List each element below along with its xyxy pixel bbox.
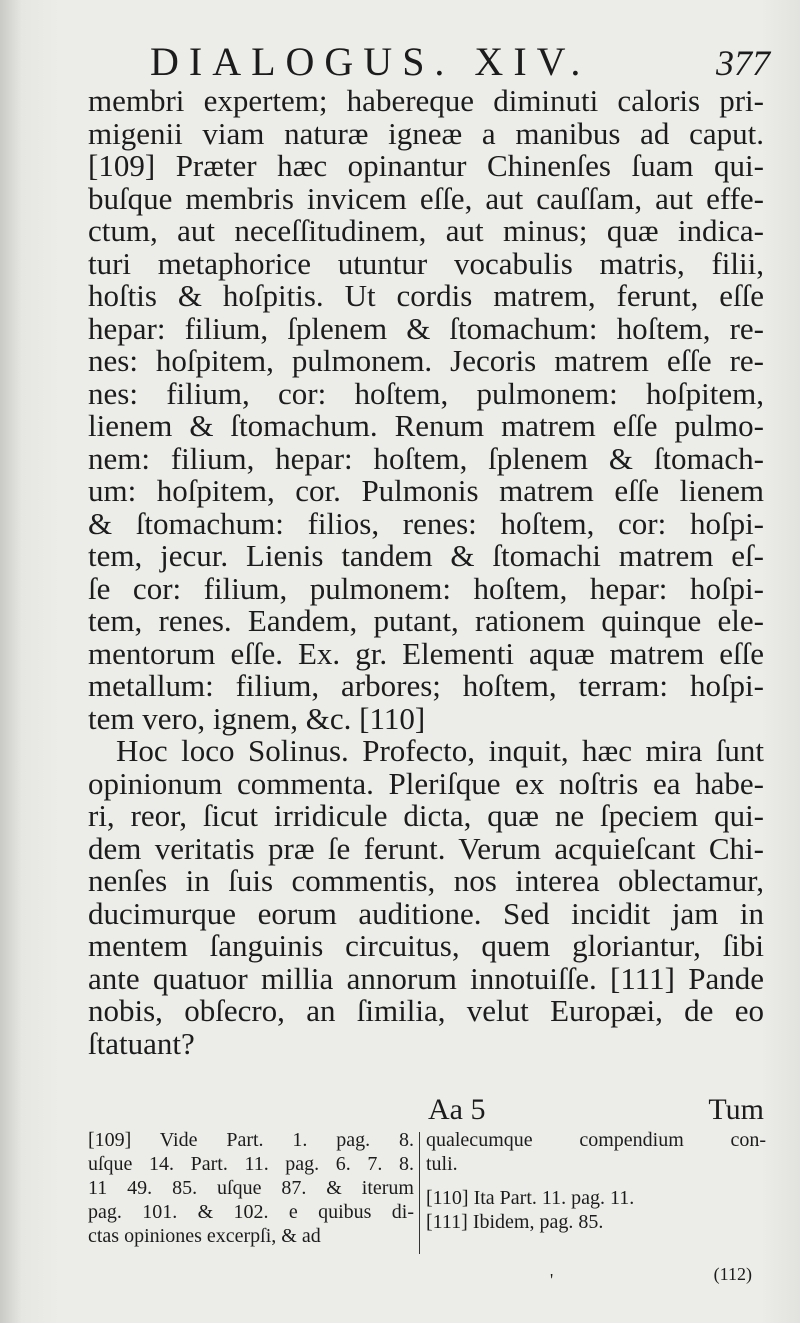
footnote-line: tuli. [426, 1153, 458, 1175]
sheet-mark: (112) [713, 1264, 752, 1284]
text-line: nenſes in ſuis commentis, nos interea oblectamur, [88, 863, 764, 898]
footnote-line: pag. 101. & 102. e quibus di- [88, 1201, 414, 1223]
text-line: tem vero, ignem, &c. [110] [88, 700, 426, 736]
text-line: hepar: filium, ſplenem & ſtomachum: hoſtem, re- [88, 310, 764, 346]
text-line: [109] Præter hæc opinantur Chinenſes ſuam qui- [88, 148, 764, 183]
text-line: metallum: filium, arbores; hoſtem, terram: hoſpi- [88, 668, 764, 703]
text-line: nes: hoſpitem, pulmonem. Jecoris matrem eſſe re- [88, 343, 764, 378]
footnote-line: 11 49. 85. uſque 87. & iterum [88, 1177, 414, 1199]
footnote-line: [110] Ita Part. 11. pag. 11. [426, 1187, 635, 1209]
footnote-line: uſque 14. Part. 11. pag. 6. 7. 8. [88, 1153, 414, 1175]
text-line: nes: filium, cor: hoſtem, pulmonem: hoſpitem, [88, 375, 764, 411]
footnote-divider [419, 1132, 420, 1254]
stray-mark: ' [550, 1270, 554, 1290]
footnotes-left-column [88, 1128, 414, 1248]
footnotes-right-column [426, 1128, 766, 1234]
page-number: 377 [716, 43, 770, 83]
catchword: Tum [708, 1093, 764, 1126]
text-line: ante quatuor millia annorum innotuiſſe. [111] Pande [88, 960, 764, 996]
text-line: nem: filium, hepar: hoſtem, ſplenem & ſtomach- [88, 440, 764, 476]
text-line: ctum, aut neceſſitudinem, aut minus; quæ indica- [88, 213, 764, 248]
text-line: mentorum eſſe. Ex. gr. Elementi aquæ matrem eſſe [88, 635, 764, 671]
text-line: mentem ſanguinis circuitus, quem gloriantur, ſibi [88, 928, 764, 963]
text-line: migenii viam naturæ igneæ a manibus ad caput. [88, 115, 764, 151]
footnote-line: qualecumque compendium con- [426, 1129, 766, 1151]
text-line: ri, reor, ſicut irridicule dicta, quæ ne ſpeciem qui- [88, 798, 764, 833]
text-line: hoſtis & hoſpitis. Ut cordis matrem, ferunt, eſſe [88, 278, 764, 313]
signature-mark: Aa 5 [428, 1093, 486, 1126]
text-line: membri expertem; habereque diminuti caloris pri- [88, 83, 764, 118]
text-line: ſtatuant? [88, 1025, 195, 1061]
footnote-line: [111] Ibidem, pag. 85. [426, 1211, 604, 1233]
text-line: ſe cor: filium, pulmonem: hoſtem, hepar: hoſpi- [88, 570, 764, 606]
text-line: nobis, obſecro, an ſimilia, velut Europæi, de eo [88, 993, 764, 1028]
footnote-line: ctas opiniones excerpſi, & ad [88, 1225, 321, 1247]
text-line: opinionum commenta. Pleriſque ex noſtris ea habe- [88, 765, 764, 801]
text-line: lienem & ſtomachum. Renum matrem eſſe pulmo- [88, 408, 764, 443]
text-line: & ſtomachum: filios, renes: hoſtem, cor: hoſpi- [88, 505, 764, 541]
text-line: um: hoſpitem, cor. Pulmonis matrem eſſe lienem [88, 473, 764, 508]
body-text [88, 85, 764, 1060]
running-title: DIALOGUS. XIV. [150, 39, 591, 84]
footnote-line: [109] Vide Part. 1. pag. 8. [88, 1129, 414, 1151]
signature-row [88, 1093, 764, 1129]
text-line: tem, renes. Eandem, putant, rationem quinque ele- [88, 603, 764, 638]
text-line: tem, jecur. Lienis tandem & ſtomachi matrem eſ- [88, 538, 764, 573]
text-line: buſque membris invicem eſſe, aut cauſſam, aut effe- [88, 180, 764, 216]
text-line: turi metaphorice utuntur vocabulis matris, filii, [88, 245, 764, 281]
text-line: Hoc loco Solinus. Profecto, inquit, hæc mira ſunt [116, 733, 764, 768]
footnotes [88, 1128, 768, 1258]
text-line: ducimurque eorum auditione. Sed incidit jam in [88, 895, 764, 931]
text-line: dem veritatis præ ſe ferunt. Verum acquieſcant Chi- [88, 830, 764, 866]
